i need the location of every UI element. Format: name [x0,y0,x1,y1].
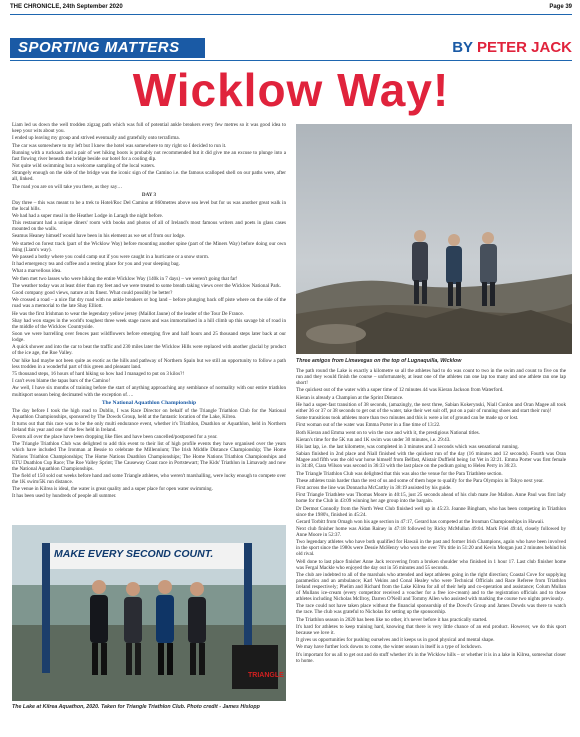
col1-paragraph: Aw well, I have six months of training before the start of anything approaching any semblance of normality with our entire triathlon multisport season being decimated with the exception of…. [12,385,286,398]
col2-paragraph: The quickest out of the water with a super time of 12 minutes 44 was Kieran Jackson from Waterford. [296,387,504,394]
col2-paragraph: The club are indebted to all of the marshals who attended and kept athletes going in the right direction; Coastal Cove for supplying paramedics and an ambulance; Karl Vekins and Conal Healey who were Technical Officials and Race Referee from Triathlon Ireland respectively; Phelim and Richard from the Lake Kilrea for all of their help and co-operation and assistance; Colum Mullan of Mullans ice-cream (every competitor received a voucher for a free ice-cream) and to the registration officials and to those athletes including Nicholas McIlroy, Darren O'Neill and Tommy Allen who assisted with marking the course two nights previously. [296,571,566,603]
col2-paragraph: Some transitions took athletes more than two minutes and this is were a lot of ground can be made up or lost. [296,415,519,422]
triangle-logo-text: TRIANGLE [248,672,284,679]
col1-paragraph: Our hike had maybe not been quite as exotic as the hills and pathway of Northern Spain but we still an opportunity to follow a path less trodden in a wonderful part of this green and pleasant land. [12,357,286,370]
section-rule [10,60,572,61]
page-header [10,4,572,14]
col1-paragraph: It turns out that this race was to be the only multi endurance event, whether it's Triathlon, Duathlon or Aquathlon, held in Northern Ireland this year and one of the few held in Ireland. [12,420,286,433]
summit-photo [296,124,572,354]
col2-paragraph: Two legendary athletes who have both qualified for Hawaii in the past and former Irish Champions, again who have been involved in the sport since the 1980s were Dessie McHenry who won the over 70's title in 51:20 and Kevin Morgan just 2 minutes behind his old rival. [296,539,566,558]
summit-photo-image [296,124,572,354]
col1-paragraph: Liam led us down the well trodden zigzag path which was full of potential ankle breakers every few metres so it was good idea to keep your wits about you. [12,122,286,135]
col2-paragraph: It gives us opportunities for pushing ourselves and it keeps us in good physical and mental shape. [296,637,495,644]
col1-paragraph: The car was somewhere to my left but I knew the hotel was somewhere to my right so I decided to run it. [12,142,227,149]
col2-paragraph: Kieran's time for the 5K run and 1K swim was under 30 minutes, i.e. 29:43. [296,436,451,443]
col1-paragraph: Not quite wild swimming but a welcome sampling of the local waters. [12,163,156,170]
headline: Wicklow Way! [132,64,450,116]
col1-paragraph: Good company good views, nature at its finest. What could possibly be better? [12,290,173,297]
col1-paragraph: The road you are on will take you there, as they say… [12,183,123,190]
section-banner: SPORTING MATTERS [10,38,205,58]
col2-paragraph: First woman out of the water was Emma Porter in a fine time of 13:22. [296,422,441,429]
publication-date: THE CHRONICLE, 24th September 2020 [10,4,123,10]
col1-paragraph: Seamus Heaney himself would have been in his element as we set of from our lodge. [12,233,186,240]
col2-paragraph: It's hard for athletes to keep training hard, knowing that there is very little chance of an end product. However, we do this sport because we love it. [296,623,566,636]
col1-paragraph: We passed a bothy where you could camp out if you were caught in a hurricane or a snow storm. [12,253,210,260]
col1-paragraph: We started on forest track (part of the Wicklow Way) before mounting another spine (part of the Miners Way) before doing our own thing (Liam's way). [12,240,286,253]
col1-paragraph: The field of 150 sold out weeks before hand and some Triangle athletes, who weren't marshalling, were lucky enough to compete over the 1K swim/5K run distance. [12,472,286,485]
col2-paragraph: The Triangle Triathlon Club was delighted that this was also the venue for the Para Triathlete section. [296,470,503,477]
header-rule [10,14,572,15]
day-label: DAY 3 [141,191,157,198]
col1-paragraph: I ended up leaving my group and strived eventually and gratefully onto terrafirma. [12,135,180,142]
col1-paragraph: 75 thousand steps, 16 hours of hard hiking so how had I managed to put on 3 kilos?! [12,371,185,377]
col2-paragraph: Gerard Torbitt from Omagh won his age section in 47:17, Gerard has competed at the Ironman Championships in Hawaii. [296,518,545,525]
col2-paragraph: It's important for us all to get out and do stuff whether it's in the Wicklow hills – or whether it is in a lake in Kilrea, somewhat closer to home. [296,651,566,664]
col2-paragraph: The path round the Lake is exactly a kilometre so all the athletes had to do was count to two in the swim and count to five on the run and they would finish the course – unfortunately, at least one of the athletes ran one lap too many and one athlete ran one lap short! [296,368,566,387]
col2-paragraph: Next club finisher home was Aidan Rainey in 47:18 followed by Ricky McMullan 49:04. Mark Friel 49:44, closely followed by Anne Moore in 52:37. [296,526,566,539]
article-column-2 [296,368,566,734]
col1-paragraph: The weather today was at least drier than my feet and we were treated to some breath taking views over the Wicklow National Park. [12,282,282,289]
page-number: Page 39 [549,4,572,10]
subhead: The National Aquathlon Championship [101,399,197,406]
col1-paragraph: This restaurant had a unique diners' room with books and photos of all of Ireland's most famous writers and poets in glass cases mounted on the walls. [12,220,286,233]
col2-paragraph: Sabian finished in 2nd place and Niall finished with the quickest run of the day (16 minutes and 12 seconds). Fourth was Oran Magee and fifth was the old war horse himself from Belfast, Alistair Duffield being 1st Vet in 32:21. Emma Porter was first female in 34:48, Ciara Wilson was second in 36:33 with the last place on the podium going to Helen Perry in 36:23. [296,451,566,470]
col1-paragraph: It had emergency tea and coffee and a resting place for you and your sleeping bag. [12,261,180,268]
col1-paragraph: Day three – this was meant to be a trek to Hotel/Roc Del Camino at 860metres above sea level but for us was another great walk in the local hills. [12,199,286,212]
col1-paragraph: Shay had won stages in the world's toughest three week stage races and was immortalised in a hill climb up this savage bit of road in the middle of the Wicklow Countryside. [12,317,286,330]
col2-paragraph: The race could not have taken place without the financial sponsorship of the Dowd's Group and James Dowds was there to watch the race. The club was grateful to Nicholas for setting up the sponsorship. [296,603,566,616]
col1-paragraph: Running with a rucksack and a pair of wet hiking boots is probably not recommended but it did give me an excuse to plunge into a fast flowing river beneath the bridge beside our hotel for a cooling dip. [12,149,286,162]
col1-paragraph: Events all over the place have been dropping like flies and have been cancelled/postponed for a year. [12,434,218,441]
col1-paragraph: We crossed a road – a nice flat dry road with no ankle breakers or bog land – before plunging back off piste where on the side of the road was a memorial to the late Shay Elliott. [12,297,286,310]
byline [390,38,572,58]
byline-prefix: BY [452,39,473,56]
byline-name: PETER JACK [476,39,572,56]
col1-paragraph: I can't even blame the tapas bars of the Camino! [12,378,111,385]
col1-paragraph: We had had a super meal in the Heather Lodge in Laragh the night before. [12,212,164,219]
col1-paragraph: The Triangle Triathlon Club was delighted to add this event to their list of high profile events they have organised over the years which have included The Ironman at Bessie to celebrate the Millennium; The Irish Middle Distance Championship; The Home Nations Triathlon Championships; The Home Nations Duathlon Championships; The Home Nations Triathlon Championships and ETU Duathlon Cup Race; The Roe Valley Sprint; The Causeway Coast race in Portstewart; The Kids' Triathlon in Limavady and now the National Aquathlon Championships. [12,441,286,472]
finish-banner-text: MAKE EVERY SECOND COUNT. [54,548,214,560]
col1-paragraph: Soon we were barrelling over fences past wildflowers before emerging five and half hours and 25 thousand steps later back at our lodge. [12,331,286,344]
col2-paragraph: We may have further lock downs to come, the winter season in itself is a type of lockdown. [296,644,482,651]
col1-paragraph: He was the first Irishman to wear the legendary yellow jersey (Maillot Jaune) of the leader of the Tour De France. [12,310,244,317]
col2-paragraph: Dr Dermot Connolly from the North West Club finished well up in 45:23. Joanne Bingham, who has been competing in Triathlon since the 1980's, finished in 45:24. [296,505,566,518]
col1-paragraph: It has been used by hundreds of people all summer. [12,493,117,500]
col1-paragraph: A quick shower and into the car to beat the traffic and 230 miles later the Wicklow Hills were replaced with another glacial by product of the ice age, the Roe Valley. [12,344,286,357]
col2-paragraph: These athletes train harder than the rest of us and some of them hope to qualify for the Para Olympics in Tokyo next year. [296,477,544,484]
col2-paragraph: Well done to last place finisher Anne Jack recovering from a broken shoulder who finished in 1 hour 17. Last club finisher home was Fergal Mackle who enjoyed the day out in 56 minutes and 55 seconds. [296,558,566,571]
col2-paragraph: He had a super-fast transition of 38 seconds, (amazingly, the next three, Sabian Kokerynski, Niall Conlon and Oran Magee all took either 36 or 37 or 38 seconds to get out of the water, take their wet suit off, put on a pair of running shoes and start their run)! [296,401,566,414]
summit-photo-caption: Three amigos from Limavegas on the top of Lugnaquilla, Wicklow [296,358,462,364]
col1-paragraph: We then met two lasses who were hiking the entire Wicklow Way (140k in 7 days) – we weren't going that far! [12,275,238,282]
col2-paragraph: First Triangle Triathlete was Thomas Moore in 40:15, just 25 seconds ahead of his club mate Joe Mallon. Anne Paul was first lady home for the Club in 43:09 winning her age group into the bargain. [296,492,566,505]
col2-paragraph: Both Kieran and Emma went on to win the race and with it, the prestigious National titles. [296,429,480,436]
col2-paragraph: First across the line was Donnacha McCarthy in 38:19 assisted by his guide. [296,485,452,492]
aquathlon-photo-caption: The Lake at Kilrea Aquathon, 2020. Taken for Triangle Triathlon Club. Photo credit - James Hislopp [12,704,260,710]
col1-paragraph: The day before I took the high road to Dublin, I was Race Director on behalf of the Triangle Triathlon Club for the National Aquathlon Championships, sponsored by The Dowds Group, held at the fantastic location of the Lake, Kilrea. [12,407,286,420]
col2-paragraph: The Triathlon season in 2020 has been like no other, it's never before it has practically started. [296,616,488,623]
col2-paragraph: His last lap, i.e. the last kilometre, was completed in 3 minutes and 3 seconds which was sensational running. [296,444,519,451]
col1-paragraph: The venue in Kilrea is ideal, the water is great quality and a super place for open water swimming. [12,486,213,493]
col1-paragraph: Strangely enough on the side of the bridge was the iconic sign of the Camino i.e. the famous scalloped shell on our paths were, after all, linked. [12,170,286,183]
col1-paragraph: What a marvellous idea. [12,268,62,275]
col2-paragraph: Kieran is already a Champion at the Sprint Distance. [296,394,404,401]
